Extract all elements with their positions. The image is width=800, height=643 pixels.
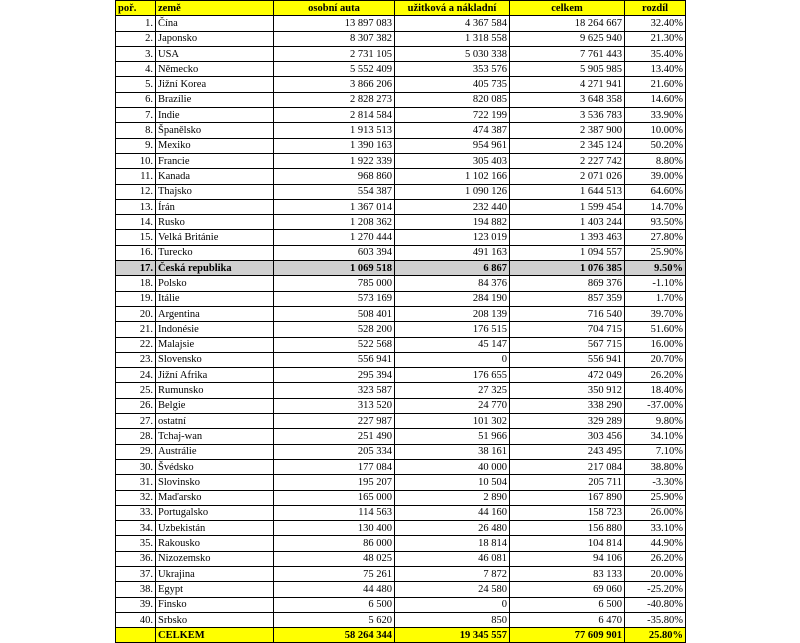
cell-country: USA xyxy=(156,46,274,61)
cell-rank: 7. xyxy=(116,108,156,123)
cell-commercial: 194 882 xyxy=(395,215,510,230)
header-country: země xyxy=(156,1,274,16)
cell-commercial: 232 440 xyxy=(395,199,510,214)
cell-diff: 21.60% xyxy=(625,77,686,92)
cell-country: Brazílie xyxy=(156,92,274,107)
cell-cars: 44 480 xyxy=(274,582,395,597)
cell-total: 1 403 244 xyxy=(510,215,625,230)
cell-country: Indonésie xyxy=(156,322,274,337)
cell-commercial: 6 867 xyxy=(395,261,510,276)
cell-commercial: 176 655 xyxy=(395,368,510,383)
cell-commercial: 405 735 xyxy=(395,77,510,92)
cell-total: 556 941 xyxy=(510,352,625,367)
table-row xyxy=(116,505,686,520)
cell-rank: 19. xyxy=(116,291,156,306)
cell-rank: 13. xyxy=(116,199,156,214)
cell-rank: 11. xyxy=(116,169,156,184)
cell-country: Írán xyxy=(156,199,274,214)
cell-cars: 114 563 xyxy=(274,505,395,520)
cell-commercial: 954 961 xyxy=(395,138,510,153)
cell-cars: 2 731 105 xyxy=(274,46,395,61)
cell-cars: 75 261 xyxy=(274,566,395,581)
table-row xyxy=(116,276,686,291)
cell-total: 7 761 443 xyxy=(510,46,625,61)
cell-cars: 968 860 xyxy=(274,169,395,184)
cell-commercial: 5 030 338 xyxy=(395,46,510,61)
cell-cars: 603 394 xyxy=(274,245,395,260)
cell-country: Slovensko xyxy=(156,352,274,367)
cell-country: Turecko xyxy=(156,245,274,260)
table-row xyxy=(116,291,686,306)
cell-diff: 35.40% xyxy=(625,46,686,61)
cell-diff: -35.80% xyxy=(625,612,686,627)
cell-cars: 556 941 xyxy=(274,352,395,367)
table-row xyxy=(116,398,686,413)
cell-diff: 25.90% xyxy=(625,245,686,260)
cell-diff: 9.50% xyxy=(625,261,686,276)
cell-diff: 39.70% xyxy=(625,306,686,321)
cell-diff: 14.70% xyxy=(625,199,686,214)
cell-total: 1 094 557 xyxy=(510,245,625,260)
table-row xyxy=(116,368,686,383)
cell-rank: 14. xyxy=(116,215,156,230)
cell-commercial: 1 102 166 xyxy=(395,169,510,184)
cell-country: Španělsko xyxy=(156,123,274,138)
cell-commercial: 850 xyxy=(395,612,510,627)
cell-commercial: 176 515 xyxy=(395,322,510,337)
cell-commercial: 2 890 xyxy=(395,490,510,505)
cell-cars: 522 568 xyxy=(274,337,395,352)
cell-country: Jižní Afrika xyxy=(156,368,274,383)
table-row xyxy=(116,566,686,581)
cell-total: 6 500 xyxy=(510,597,625,612)
table-row xyxy=(116,414,686,429)
cell-commercial: 84 376 xyxy=(395,276,510,291)
cell-commercial: 44 160 xyxy=(395,505,510,520)
cell-country: Indie xyxy=(156,108,274,123)
cell-rank: 39. xyxy=(116,597,156,612)
cell-commercial: 123 019 xyxy=(395,230,510,245)
cell-total: 83 133 xyxy=(510,566,625,581)
cell-country: Austrálie xyxy=(156,444,274,459)
cell-cars: 227 987 xyxy=(274,414,395,429)
cell-total: 205 711 xyxy=(510,475,625,490)
cell-total: 869 376 xyxy=(510,276,625,291)
cell-country: Uzbekistán xyxy=(156,521,274,536)
table-row xyxy=(116,352,686,367)
cell-diff: 93.50% xyxy=(625,215,686,230)
cell-commercial: 18 814 xyxy=(395,536,510,551)
cell-cars: 6 500 xyxy=(274,597,395,612)
table-row xyxy=(116,184,686,199)
cell-rank: 26. xyxy=(116,398,156,413)
table-row xyxy=(116,429,686,444)
cell-diff: 33.10% xyxy=(625,521,686,536)
cell-rank: 35. xyxy=(116,536,156,551)
cell-total: 158 723 xyxy=(510,505,625,520)
cell-diff: 26.00% xyxy=(625,505,686,520)
cell-diff: 7.10% xyxy=(625,444,686,459)
cell-diff: 10.00% xyxy=(625,123,686,138)
cell-rank: 9. xyxy=(116,138,156,153)
cell-cars: 508 401 xyxy=(274,306,395,321)
cell-rank: 25. xyxy=(116,383,156,398)
cell-rank: 8. xyxy=(116,123,156,138)
cell-commercial: 4 367 584 xyxy=(395,16,510,31)
cell-cars: 1 390 163 xyxy=(274,138,395,153)
cell-rank: 40. xyxy=(116,612,156,627)
cell-country: Egypt xyxy=(156,582,274,597)
cell-total: 716 540 xyxy=(510,306,625,321)
cell-commercial: 305 403 xyxy=(395,153,510,168)
cell-rank: 16. xyxy=(116,245,156,260)
cell-country: Polsko xyxy=(156,276,274,291)
cell-rank: 37. xyxy=(116,566,156,581)
header-row xyxy=(116,1,686,16)
cell-rank: 2. xyxy=(116,31,156,46)
cell-country: Francie xyxy=(156,153,274,168)
cell-diff: 39.00% xyxy=(625,169,686,184)
cell-diff: 27.80% xyxy=(625,230,686,245)
cell-total: 243 495 xyxy=(510,444,625,459)
table-row xyxy=(116,444,686,459)
cell-commercial: 0 xyxy=(395,597,510,612)
cell-rank: 6. xyxy=(116,92,156,107)
table-row xyxy=(116,536,686,551)
total-diff: 25.80% xyxy=(625,628,686,643)
cell-rank: 18. xyxy=(116,276,156,291)
cell-commercial: 1 090 126 xyxy=(395,184,510,199)
cell-cars: 251 490 xyxy=(274,429,395,444)
cell-commercial: 38 161 xyxy=(395,444,510,459)
cell-cars: 13 897 083 xyxy=(274,16,395,31)
cell-diff: 16.00% xyxy=(625,337,686,352)
cell-total: 472 049 xyxy=(510,368,625,383)
cell-cars: 130 400 xyxy=(274,521,395,536)
cell-cars: 1 069 518 xyxy=(274,261,395,276)
table-row xyxy=(116,475,686,490)
cell-cars: 2 828 273 xyxy=(274,92,395,107)
table-row xyxy=(116,551,686,566)
cell-cars: 1 922 339 xyxy=(274,153,395,168)
cell-cars: 86 000 xyxy=(274,536,395,551)
cell-diff: -25.20% xyxy=(625,582,686,597)
cell-commercial: 284 190 xyxy=(395,291,510,306)
cell-country: Rakousko xyxy=(156,536,274,551)
cell-country: Kanada xyxy=(156,169,274,184)
table-row xyxy=(116,337,686,352)
cell-total: 167 890 xyxy=(510,490,625,505)
cell-total: 9 625 940 xyxy=(510,31,625,46)
cell-diff: 20.00% xyxy=(625,566,686,581)
cell-total: 3 648 358 xyxy=(510,92,625,107)
table-row xyxy=(116,123,686,138)
cell-total: 156 880 xyxy=(510,521,625,536)
cell-country: Německo xyxy=(156,62,274,77)
cell-cars: 1 208 362 xyxy=(274,215,395,230)
cell-country: Belgie xyxy=(156,398,274,413)
cell-country: Thajsko xyxy=(156,184,274,199)
cell-cars: 5 620 xyxy=(274,612,395,627)
table-row xyxy=(116,597,686,612)
cell-rank: 22. xyxy=(116,337,156,352)
total-commercial: 19 345 557 xyxy=(395,628,510,643)
cell-diff: -37.00% xyxy=(625,398,686,413)
cell-total: 350 912 xyxy=(510,383,625,398)
cell-commercial: 0 xyxy=(395,352,510,367)
cell-cars: 1 270 444 xyxy=(274,230,395,245)
cell-cars: 1 367 014 xyxy=(274,199,395,214)
cell-diff: 25.90% xyxy=(625,490,686,505)
cell-rank: 24. xyxy=(116,368,156,383)
cell-diff: -40.80% xyxy=(625,597,686,612)
total-total: 77 609 901 xyxy=(510,628,625,643)
cell-diff: 38.80% xyxy=(625,459,686,474)
cell-total: 1 393 463 xyxy=(510,230,625,245)
cell-commercial: 353 576 xyxy=(395,62,510,77)
cell-rank: 15. xyxy=(116,230,156,245)
cell-rank: 12. xyxy=(116,184,156,199)
cell-diff: 14.60% xyxy=(625,92,686,107)
cell-rank: 34. xyxy=(116,521,156,536)
cell-total: 1 644 513 xyxy=(510,184,625,199)
production-table xyxy=(115,0,686,643)
cell-rank: 21. xyxy=(116,322,156,337)
header-cars: osobní auta xyxy=(274,1,395,16)
cell-country: Ukrajina xyxy=(156,566,274,581)
cell-diff: -1.10% xyxy=(625,276,686,291)
table-row xyxy=(116,582,686,597)
cell-total: 69 060 xyxy=(510,582,625,597)
cell-rank: 30. xyxy=(116,459,156,474)
cell-rank: 32. xyxy=(116,490,156,505)
table-row xyxy=(116,322,686,337)
cell-rank: 28. xyxy=(116,429,156,444)
cell-diff: 50.20% xyxy=(625,138,686,153)
cell-diff: 13.40% xyxy=(625,62,686,77)
cell-total: 94 106 xyxy=(510,551,625,566)
total-label: CELKEM xyxy=(156,628,274,643)
cell-commercial: 10 504 xyxy=(395,475,510,490)
cell-country: Tchaj-wan xyxy=(156,429,274,444)
cell-cars: 785 000 xyxy=(274,276,395,291)
table-row xyxy=(116,230,686,245)
cell-rank: 31. xyxy=(116,475,156,490)
cell-total: 2 345 124 xyxy=(510,138,625,153)
cell-country: ostatní xyxy=(156,414,274,429)
table-row xyxy=(116,521,686,536)
cell-total: 4 271 941 xyxy=(510,77,625,92)
cell-diff: 26.20% xyxy=(625,368,686,383)
cell-cars: 573 169 xyxy=(274,291,395,306)
header-rank: poř. xyxy=(116,1,156,16)
table-row xyxy=(116,306,686,321)
cell-country: Čína xyxy=(156,16,274,31)
table-row xyxy=(116,16,686,31)
total-cars: 58 264 344 xyxy=(274,628,395,643)
cell-total: 104 814 xyxy=(510,536,625,551)
cell-country: Jižní Korea xyxy=(156,77,274,92)
cell-total: 1 599 454 xyxy=(510,199,625,214)
cell-diff: 34.10% xyxy=(625,429,686,444)
cell-country: Nizozemsko xyxy=(156,551,274,566)
cell-commercial: 474 387 xyxy=(395,123,510,138)
table-row xyxy=(116,215,686,230)
cell-cars: 195 207 xyxy=(274,475,395,490)
cell-total: 3 536 783 xyxy=(510,108,625,123)
cell-country: Portugalsko xyxy=(156,505,274,520)
cell-cars: 1 913 513 xyxy=(274,123,395,138)
cell-rank: 1. xyxy=(116,16,156,31)
cell-total: 329 289 xyxy=(510,414,625,429)
cell-country: Slovinsko xyxy=(156,475,274,490)
cell-diff: 26.20% xyxy=(625,551,686,566)
table-row xyxy=(116,108,686,123)
cell-total: 2 227 742 xyxy=(510,153,625,168)
cell-diff: 8.80% xyxy=(625,153,686,168)
total-row xyxy=(116,628,686,643)
cell-rank: 27. xyxy=(116,414,156,429)
cell-total: 2 387 900 xyxy=(510,123,625,138)
table-row xyxy=(116,138,686,153)
cell-cars: 5 552 409 xyxy=(274,62,395,77)
cell-rank: 29. xyxy=(116,444,156,459)
cell-country: Japonsko xyxy=(156,31,274,46)
cell-country: Mexiko xyxy=(156,138,274,153)
table-row xyxy=(116,459,686,474)
cell-commercial: 491 163 xyxy=(395,245,510,260)
table-row xyxy=(116,77,686,92)
cell-country: Finsko xyxy=(156,597,274,612)
cell-total: 5 905 985 xyxy=(510,62,625,77)
cell-cars: 48 025 xyxy=(274,551,395,566)
table-row xyxy=(116,46,686,61)
cell-rank: 20. xyxy=(116,306,156,321)
cell-total: 303 456 xyxy=(510,429,625,444)
cell-total: 2 071 026 xyxy=(510,169,625,184)
cell-country: Česká republika xyxy=(156,261,274,276)
table-row xyxy=(116,383,686,398)
cell-cars: 2 814 584 xyxy=(274,108,395,123)
cell-country: Itálie xyxy=(156,291,274,306)
cell-diff: 9.80% xyxy=(625,414,686,429)
cell-total: 338 290 xyxy=(510,398,625,413)
cell-commercial: 7 872 xyxy=(395,566,510,581)
table-row xyxy=(116,62,686,77)
cell-cars: 3 866 206 xyxy=(274,77,395,92)
cell-commercial: 820 085 xyxy=(395,92,510,107)
header-diff: rozdíl xyxy=(625,1,686,16)
table-row xyxy=(116,199,686,214)
cell-rank: 4. xyxy=(116,62,156,77)
cell-commercial: 51 966 xyxy=(395,429,510,444)
cell-cars: 165 000 xyxy=(274,490,395,505)
cell-diff: 18.40% xyxy=(625,383,686,398)
cell-diff: 44.90% xyxy=(625,536,686,551)
cell-cars: 295 394 xyxy=(274,368,395,383)
cell-total: 6 470 xyxy=(510,612,625,627)
cell-commercial: 1 318 558 xyxy=(395,31,510,46)
cell-diff: 20.70% xyxy=(625,352,686,367)
cell-commercial: 26 480 xyxy=(395,521,510,536)
cell-country: Maďarsko xyxy=(156,490,274,505)
cell-commercial: 208 139 xyxy=(395,306,510,321)
cell-commercial: 722 199 xyxy=(395,108,510,123)
cell-rank: 38. xyxy=(116,582,156,597)
table-row xyxy=(116,490,686,505)
cell-rank: 5. xyxy=(116,77,156,92)
cell-cars: 8 307 382 xyxy=(274,31,395,46)
table-row xyxy=(116,31,686,46)
cell-cars: 554 387 xyxy=(274,184,395,199)
cell-rank: 23. xyxy=(116,352,156,367)
cell-country: Velká Británie xyxy=(156,230,274,245)
cell-rank: 33. xyxy=(116,505,156,520)
cell-diff: 1.70% xyxy=(625,291,686,306)
cell-diff: 64.60% xyxy=(625,184,686,199)
table-row xyxy=(116,612,686,627)
cell-commercial: 45 147 xyxy=(395,337,510,352)
cell-cars: 528 200 xyxy=(274,322,395,337)
table-row xyxy=(116,92,686,107)
header-commercial: užitková a nákladní xyxy=(395,1,510,16)
table-row xyxy=(116,153,686,168)
cell-diff: 33.90% xyxy=(625,108,686,123)
cell-commercial: 40 000 xyxy=(395,459,510,474)
cell-commercial: 101 302 xyxy=(395,414,510,429)
cell-total: 567 715 xyxy=(510,337,625,352)
table-body xyxy=(116,16,686,643)
header-total: celkem xyxy=(510,1,625,16)
cell-diff: 21.30% xyxy=(625,31,686,46)
cell-commercial: 46 081 xyxy=(395,551,510,566)
cell-total: 704 715 xyxy=(510,322,625,337)
cell-country: Malajsie xyxy=(156,337,274,352)
cell-cars: 205 334 xyxy=(274,444,395,459)
cell-rank: 17. xyxy=(116,261,156,276)
cell-rank: 36. xyxy=(116,551,156,566)
cell-commercial: 24 580 xyxy=(395,582,510,597)
cell-country: Argentina xyxy=(156,306,274,321)
cell-total: 1 076 385 xyxy=(510,261,625,276)
cell-country: Švédsko xyxy=(156,459,274,474)
cell-total: 217 084 xyxy=(510,459,625,474)
cell-rank: 3. xyxy=(116,46,156,61)
cell-cars: 177 084 xyxy=(274,459,395,474)
cell-cars: 323 587 xyxy=(274,383,395,398)
cell-diff: 51.60% xyxy=(625,322,686,337)
cell-cars: 313 520 xyxy=(274,398,395,413)
cell-diff: 32.40% xyxy=(625,16,686,31)
cell-commercial: 27 325 xyxy=(395,383,510,398)
cell-country: Srbsko xyxy=(156,612,274,627)
cell-country: Rumunsko xyxy=(156,383,274,398)
table-row xyxy=(116,169,686,184)
total-rank xyxy=(116,628,156,643)
cell-total: 857 359 xyxy=(510,291,625,306)
cell-diff: -3.30% xyxy=(625,475,686,490)
table-row-highlight xyxy=(116,261,686,276)
table-row xyxy=(116,245,686,260)
cell-commercial: 24 770 xyxy=(395,398,510,413)
cell-country: Rusko xyxy=(156,215,274,230)
cell-total: 18 264 667 xyxy=(510,16,625,31)
cell-rank: 10. xyxy=(116,153,156,168)
